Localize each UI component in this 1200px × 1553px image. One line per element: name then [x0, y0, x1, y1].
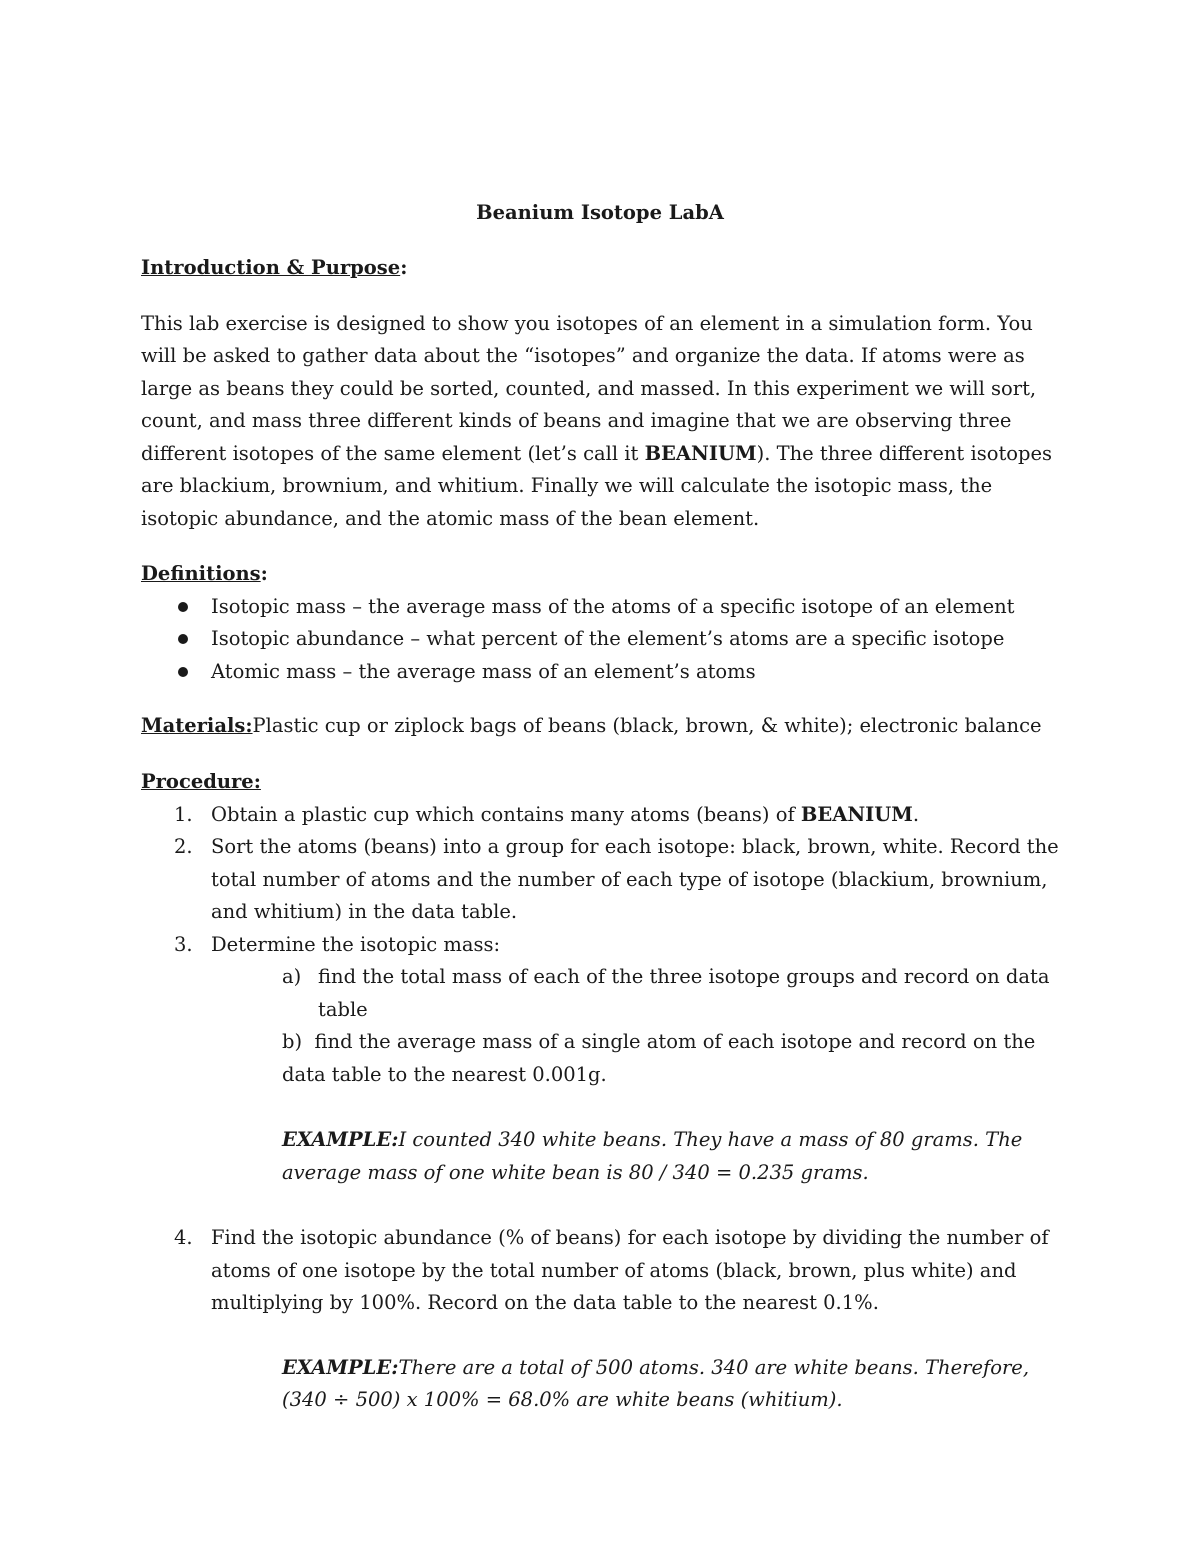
intro-section [141, 252, 1071, 535]
document-title: Beanium Isotope LabA [476, 201, 724, 224]
materials-heading: Materials: [141, 714, 253, 737]
materials-section [141, 710, 1071, 743]
procedure-step-1: 1. Obtain a plastic cup which contains many atoms (beans) of BEANIUM. [174, 802, 920, 826]
list-item: Isotopic mass – the average mass of the atoms of a specific isotope of an element [141, 591, 1071, 624]
procedure-step-2: 2. Sort the atoms (beans) into a group for each isotope: black, brown, white. Record the total number of atoms and the number of each type of isotope (blackium, brownium, and whitium) in the data table. [174, 835, 1059, 923]
bullet-icon [178, 602, 188, 612]
definitions-heading: Definitions [141, 562, 261, 585]
list-item: Isotopic abundance – what percent of the element’s atoms are a specific isotope [141, 623, 1071, 656]
list-item: b) find the average mass of a single atom of each isotope and record on the data table to the nearest 0.001g. [282, 1030, 1036, 1086]
definitions-list [141, 591, 1071, 689]
procedure-section [141, 766, 1071, 1417]
list-item: Atomic mass – the average mass of an element’s atoms [141, 656, 1071, 689]
list-item: a) find the total mass of each of the three isotope groups and record on data table [282, 965, 1050, 1021]
procedure-list [141, 799, 1071, 1417]
intro-paragraph [141, 308, 1071, 536]
bullet-icon [178, 634, 188, 644]
intro-heading: Introduction & Purpose [141, 256, 401, 279]
intro-text-1: This lab exercise is designed to show you isotopes of an element in a simulation form. You will be asked to gather data about the “isotopes” and organize the data. If atoms were as large as beans they could be sorted, counted, and massed. In this experiment we will sort, count, and mass three different kinds of beans and imagine that we are observing three different isotopes of the same element (let’s call it [141, 311, 1037, 465]
intro-heading-colon: : [400, 256, 408, 279]
step-4-example: EXAMPLE:There are a total of 500 atoms. 340 are white beans. Therefore, (340 ÷ 500) x 100% = 68.0% are white beans (whitium). [282, 1355, 1030, 1411]
materials-text: Plastic cup or ziplock bags of beans (black, brown, & white); electronic balance [252, 714, 1042, 737]
step-3-sublist [282, 961, 1071, 1091]
procedure-step-4: 4. Find the isotopic abundance (% of beans) for each isotope by dividing the number of atoms of one isotope by the total number of atoms (black, brown, plus white) and multiplying by 100%. Record on the data table to the nearest 0.1%. EXAMPLE:There are a total of 500 atoms. 340 are white beans. Therefore, (340 ÷ 500) x 100% = 68.0% are white beans (whitium). [141, 1222, 1071, 1417]
definitions-heading-colon: : [260, 562, 268, 585]
bullet-icon [178, 667, 188, 677]
procedure-step-3: 3. Determine the isotopic mass: a) find the total mass of each of the three isotope groups and record on data table b) find the average mass of a single atom of each isotope and record on the data table to the nearest 0.001g. EXAMPLE:I counted 340 white beans. They have a mass of 80 grams. The average mass of one white bean is 80 / 340 = 0.235 grams. [141, 929, 1071, 1190]
intro-text-bold: BEANIUM [644, 441, 757, 465]
procedure-heading: Procedure: [141, 770, 261, 793]
intro-text-2: ). The three different isotopes are blackium, brownium, and whitium. Finally we will calculate the isotopic mass, the isotopic abundance, and the atomic mass of the bean element. [141, 441, 1053, 530]
step-3-example: EXAMPLE:I counted 340 white beans. They have a mass of 80 grams. The average mass of one white bean is 80 / 340 = 0.235 grams. [282, 1128, 1023, 1184]
definitions-section [141, 558, 1071, 688]
